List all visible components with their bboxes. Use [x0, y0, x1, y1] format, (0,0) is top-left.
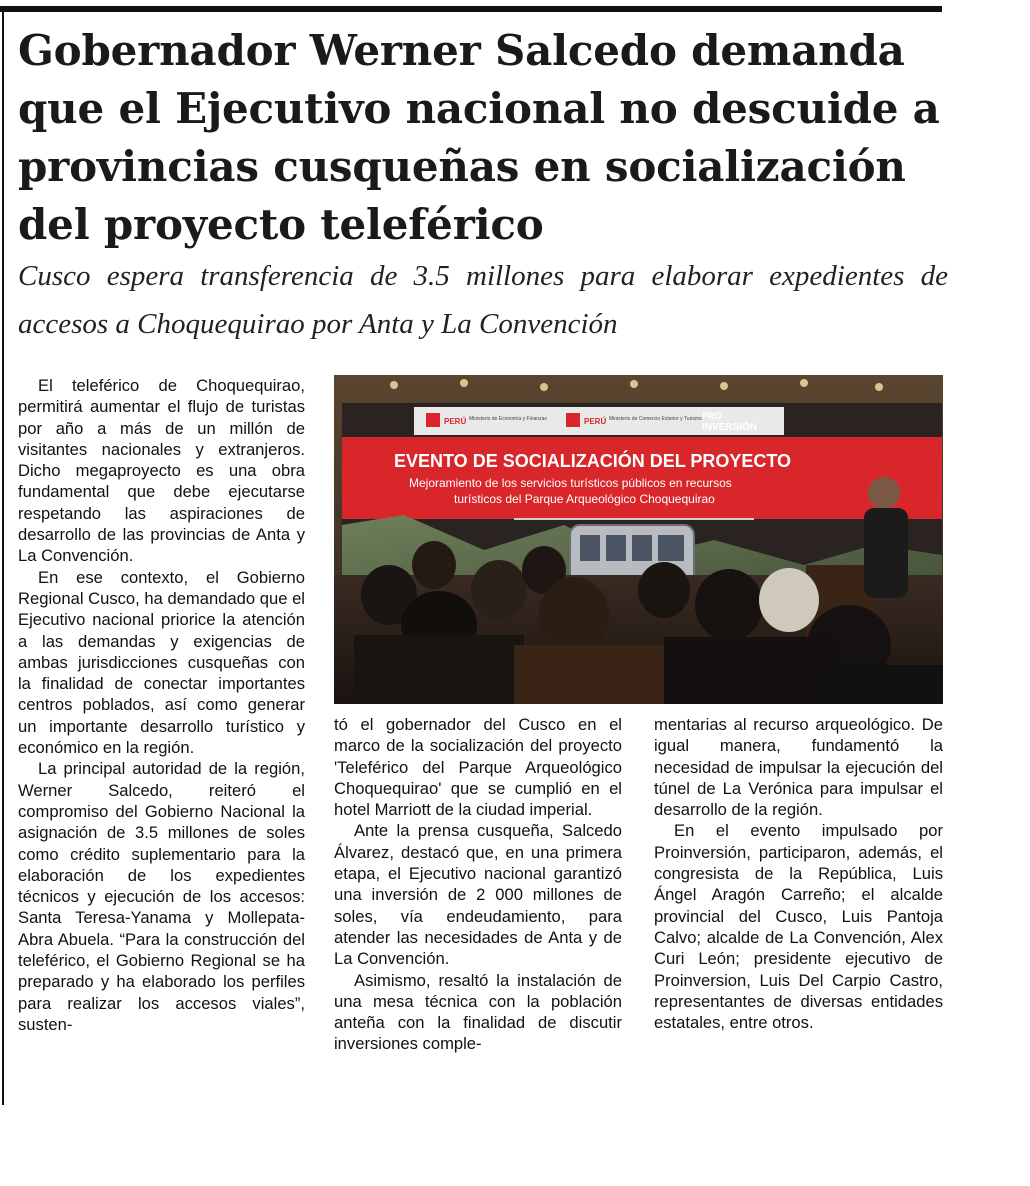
article-column-1 [18, 375, 305, 1035]
logo-inversion: INVERSIÓN [702, 422, 758, 433]
paragraph: La principal autoridad de la región, Werner Salcedo, reiteró el compromiso del Gobierno Nacional la asignación de 3.5 millones de soles como crédito suplementario para la elaboración de los expedientes técnicos y ejecución de los accesos: Santa Teresa-Yanama y Mollepata-Abra Abuela. “Para la construcción del teleférico, el Gobierno Regional se ha preparado y ha elaborado los perfiles para realizar los accesos viales”, susten- [18, 759, 305, 1034]
paragraph: tó el gobernador del Cusco en el marco de la socialización del proyecto 'Teleférico del Parque Arqueológico Choquequirao' que se cumplió en el hotel Marriott de la ciudad imperial. [334, 715, 622, 820]
banner-title: EVENTO DE SOCIALIZACIÓN DEL PROYECTO [394, 451, 792, 471]
speaker-head [868, 477, 900, 509]
logo-peru-1: PERÚ [444, 417, 467, 426]
paragraph: mentarias al recurso arqueológico. De igual manera, fundamentó la necesidad de impulsar la ejecución del túnel de La Verónica para impulsar el desarrollo de la región. [654, 715, 943, 820]
logo-ministry-1: Ministerio de Economía y Finanzas [469, 416, 547, 422]
logo-ministry-2: Ministerio de Comercio Exterior y Turismo [609, 416, 702, 422]
left-rule [2, 12, 4, 1105]
logo-peru-2: PERÚ [584, 417, 607, 426]
top-rule [0, 6, 942, 12]
paragraph: Asimismo, resaltó la instalación de una mesa técnica con la población anteña con la finalidad de discutir inversiones comple- [334, 970, 622, 1054]
banner-line-2: turísticos del Parque Arqueológico Choquequirao [454, 492, 715, 506]
article-column-3 [654, 714, 943, 1033]
headline: Gobernador Werner Salcedo demanda que el Ejecutivo nacional no descuide a provincias cusqueñas en socialización del proyecto teleférico [18, 26, 940, 249]
logo-pro: PRO [702, 411, 722, 421]
paragraph: El teleférico de Choquequirao, permitirá aumentar el flujo de turistas por año a más de un millón de visitantes nacionales y extranjeros. Dicho megaproyecto es una obra fundamental que debe ejecutarse respetando las aspiraciones de desarrollo de las provincias de Anta y La Convención. [18, 376, 305, 566]
event-photo [334, 375, 943, 704]
paragraph: En el evento impulsado por Proinversión, participaron, además, el congresista de la República, Luis Ángel Aragón Carreño; el alcalde provincial del Cusco, Luis Pantoja Calvo; alcalde de La Convención, Alex Curi León; presidente ejecutivo de Proinversion, Luis Del Carpio Castro, representantes de diversas entidades estatales, entre otros. [654, 821, 943, 1033]
event-photo-illustration [334, 375, 943, 704]
article-column-2 [334, 714, 622, 1055]
banner-line-1: Mejoramiento de los servicios turísticos públicos en recursos [409, 476, 732, 490]
paragraph: En ese contexto, el Gobierno Regional Cusco, ha demandado que el Ejecutivo nacional priorice la atención a las demandas y exigencias de ambas jurisdicciones cusqueñas con la finalidad de conectar importantes centros poblados, así como generar un importante desarrollo turístico y económico en la región. [18, 567, 305, 758]
speaker-body [864, 508, 908, 598]
paragraph: Ante la prensa cusqueña, Salcedo Álvarez, destacó que, en una primera etapa, el Ejecutivo nacional garantizó una inversión de 2 000 millones de soles, vía endeudamiento, para atender las necesidades de Anta y de La Convención. [334, 821, 622, 969]
subheadline: Cusco espera transferencia de 3.5 millones para elaborar expedientes de accesos a Choquequirao por Anta y La Convención [18, 260, 948, 340]
